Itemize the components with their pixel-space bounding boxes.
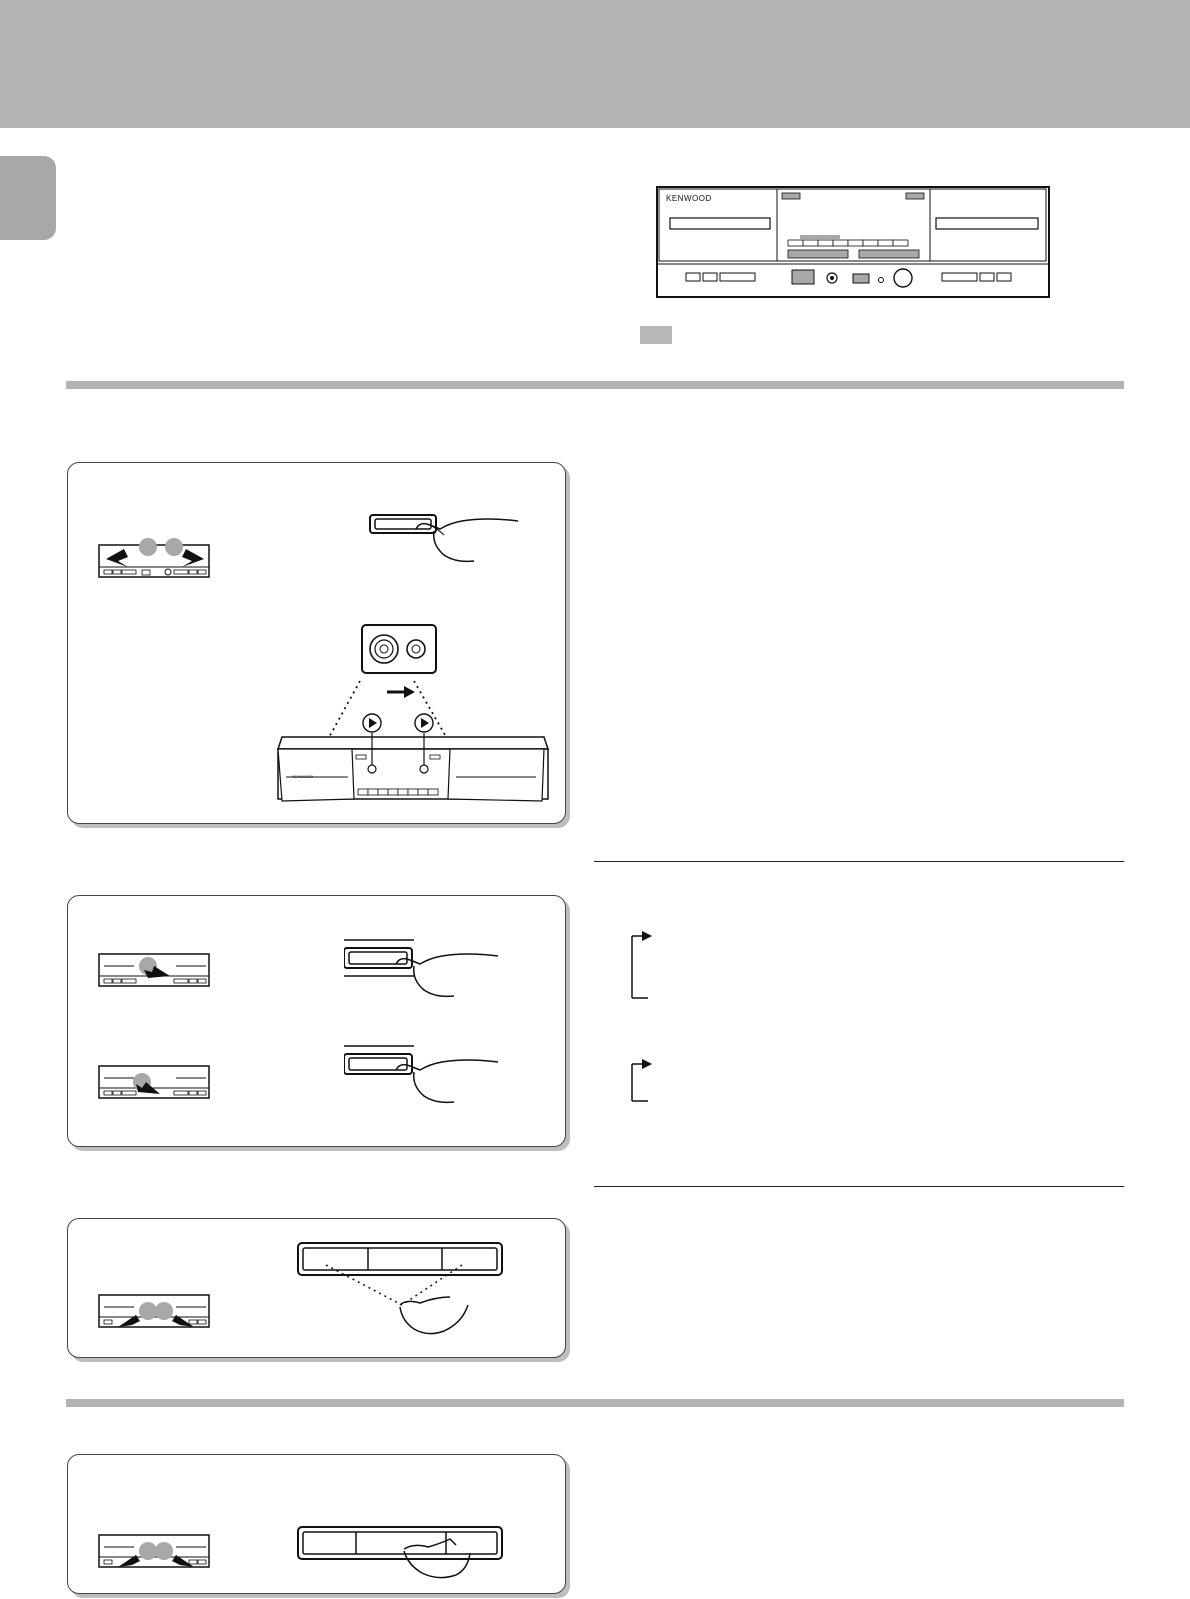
step-panel-stop [67, 1454, 566, 1594]
column-divider [594, 1186, 1124, 1187]
deck-open-doors-illustration [272, 673, 554, 803]
mini-deck-illustration-a [98, 946, 212, 990]
mini-deck-illustration [98, 1527, 212, 1571]
transport-buttons-with-hand [296, 1239, 506, 1349]
cycle-bracket-icon [624, 1054, 664, 1104]
column-divider [594, 861, 1124, 862]
mini-deck-illustration-b [98, 1058, 212, 1102]
step-panel-load-cassette [67, 462, 566, 824]
step-panel-play-both [67, 1218, 566, 1358]
cycle-bracket-icon [624, 928, 664, 1004]
step-panel-select [67, 895, 566, 1147]
pointing-hand-icon [344, 936, 504, 1006]
pointing-hand-icon [368, 505, 518, 565]
cassette-tape-icon [360, 623, 440, 677]
mini-deck-illustration [98, 531, 212, 581]
deck-brand-small: KENWOOD [292, 774, 314, 779]
brand-logo: KENWOOD [666, 194, 712, 203]
mini-deck-illustration [98, 1287, 212, 1331]
front-panel-illustration [656, 186, 1050, 298]
transport-buttons-with-hand [296, 1525, 506, 1589]
section-divider [66, 1399, 1124, 1407]
section-divider [66, 381, 1124, 389]
pointing-hand-icon [344, 1042, 504, 1112]
header-band [0, 0, 1190, 128]
section-tab [0, 156, 56, 240]
highlight-legend-swatch [640, 326, 672, 344]
